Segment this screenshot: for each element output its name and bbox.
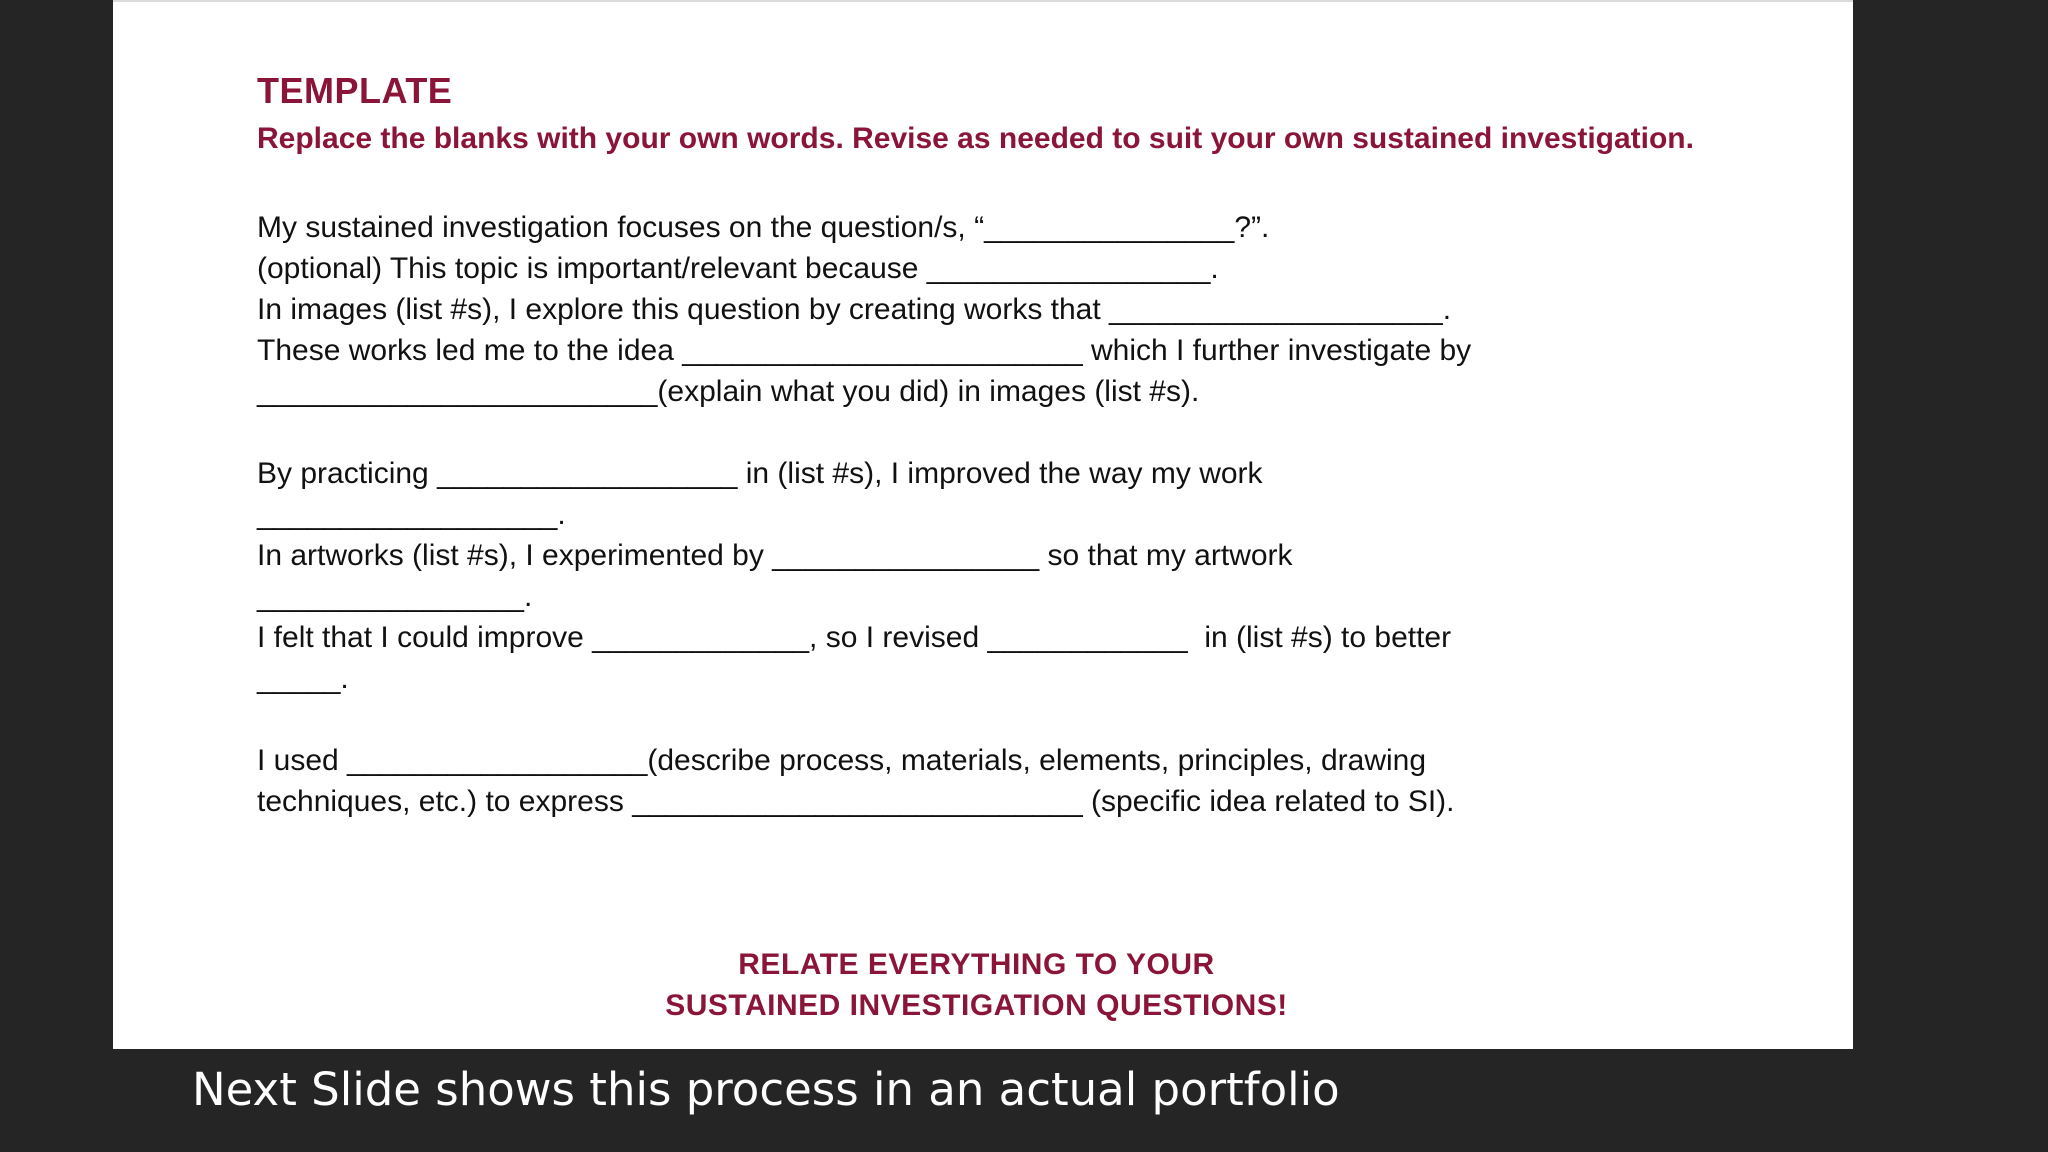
closing-line: SUSTAINED INVESTIGATION QUESTIONS! bbox=[665, 989, 1288, 1022]
template-line: I felt that I could improve _____________, so I revised ____________ in (list #s) to better bbox=[257, 621, 1452, 654]
template-line: My sustained investigation focuses on the question/s, “_______________?”. bbox=[257, 211, 1270, 244]
closing-line: RELATE EVERYTHING TO YOUR bbox=[738, 948, 1215, 981]
document-content bbox=[257, 70, 1797, 822]
template-line: By practicing __________________ in (list #s), I improved the way my work bbox=[257, 457, 1263, 490]
paragraph-1 bbox=[257, 207, 1797, 412]
template-line: I used __________________(describe process, materials, elements, principles, drawing bbox=[257, 744, 1427, 777]
template-line: techniques, etc.) to express ___________________________ (specific idea related to SI). bbox=[257, 785, 1455, 818]
template-line: __________________. bbox=[257, 498, 566, 531]
template-line: In artworks (list #s), I experimented by ________________ so that my artwork bbox=[257, 539, 1293, 572]
template-line: ________________. bbox=[257, 580, 533, 613]
template-line: ________________________(explain what you did) in images (list #s). bbox=[257, 375, 1200, 408]
template-heading: TEMPLATE bbox=[257, 70, 453, 111]
instructions-text: Replace the blanks with your own words. Revise as needed to suit your own sustained investigation. bbox=[257, 122, 1694, 155]
template-line: _____. bbox=[257, 662, 349, 695]
closing-note bbox=[113, 944, 1840, 1026]
template-line: These works led me to the idea ________________________ which I further investigate by bbox=[257, 334, 1472, 367]
paragraph-2 bbox=[257, 453, 1797, 699]
template-line: (optional) This topic is important/relevant because _________________. bbox=[257, 252, 1219, 285]
template-line: In images (list #s), I explore this question by creating works that ____________________. bbox=[257, 293, 1452, 326]
slide-caption: Next Slide shows this process in an actual portfolio bbox=[192, 1063, 1340, 1116]
paragraph-3 bbox=[257, 740, 1797, 822]
document-page bbox=[113, 0, 1853, 1049]
